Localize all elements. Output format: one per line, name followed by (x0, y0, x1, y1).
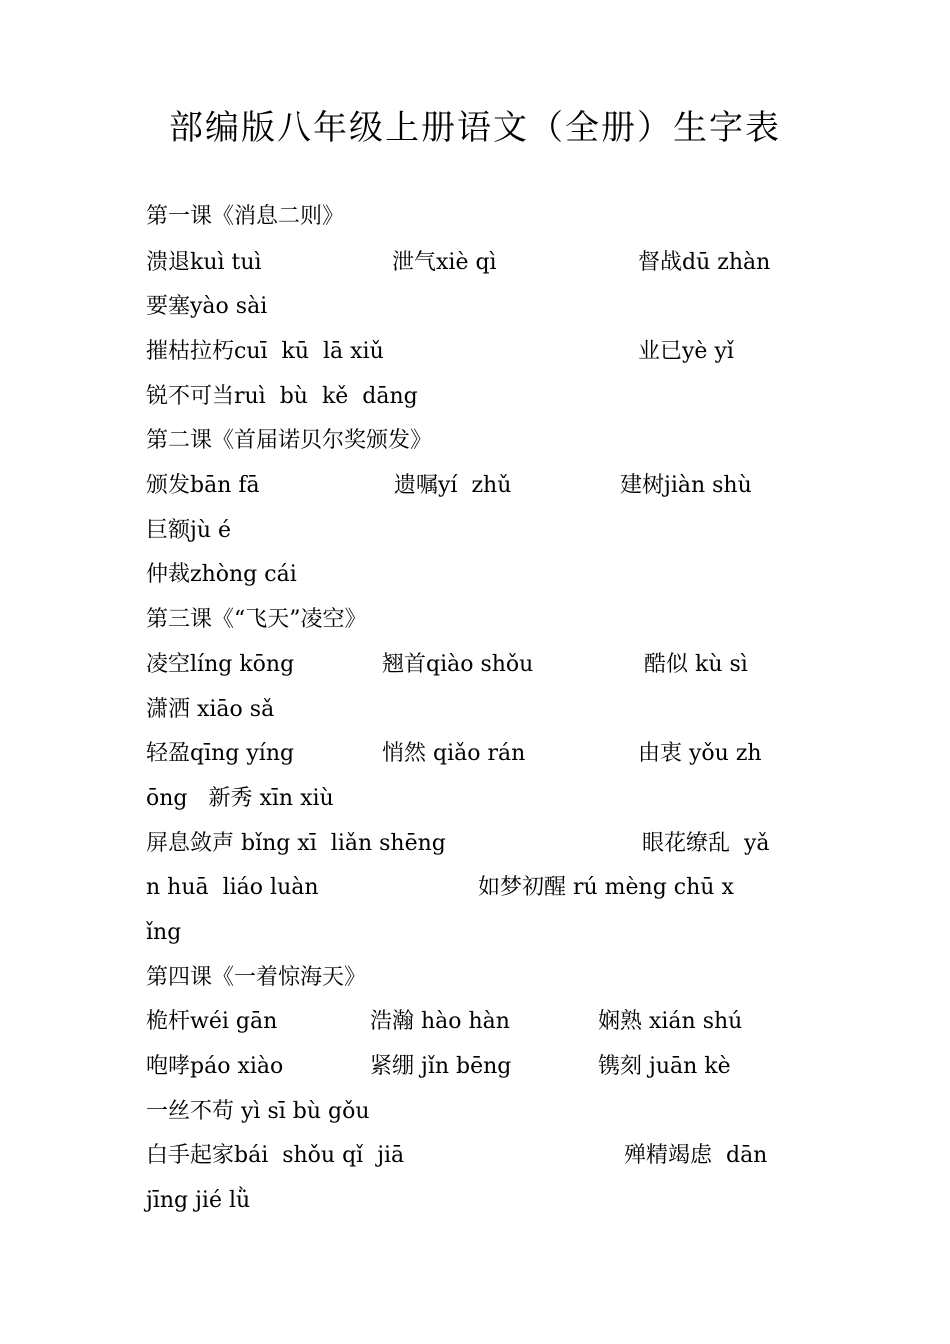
vocab-entry: 咆哮páo xiào (146, 1054, 284, 1079)
vocab-entry: 凌空líng kōng (146, 652, 295, 677)
vocab-entry: 巨额jù é (146, 518, 232, 543)
lesson-heading-3: 第三课《“飞天”凌空》 (146, 607, 367, 632)
vocab-entry: 桅杆wéi gān (146, 1009, 278, 1034)
vocab-entry: 酷似 kù sì (644, 652, 748, 677)
vocab-entry: 轻盈qīng yíng (146, 741, 295, 766)
vocab-entry: 眼花缭乱 yǎ (642, 831, 770, 856)
vocab-entry: 建树jiàn shù (620, 473, 752, 498)
vocab-entry: 业已yè yǐ (638, 339, 734, 364)
vocab-entry: 白手起家bái shǒu qǐ jiā (146, 1143, 405, 1168)
vocab-entry: 溃退kuì tuì (146, 250, 262, 275)
vocab-entry: ōng 新秀 xīn xiù (146, 786, 334, 811)
vocab-entry: 摧枯拉朽cuī kū lā xiǔ (146, 339, 384, 364)
lesson-heading-4: 第四课《一着惊海天》 (146, 965, 367, 990)
vocab-entry: 悄然 qiǎo rán (382, 741, 526, 766)
vocab-entry: 娴熟 xián shú (598, 1009, 743, 1034)
vocab-entry: 殚精竭虑 dān (624, 1143, 768, 1168)
vocab-entry: 浩瀚 hào hàn (370, 1009, 510, 1034)
vocab-entry: 由衷 yǒu zh (638, 741, 762, 766)
page-title: 部编版八年级上册语文（全册）生字表 (169, 108, 781, 148)
vocab-entry: 紧绷 jǐn bēng (370, 1054, 512, 1079)
vocab-entry: 督战dū zhàn (638, 250, 771, 275)
vocab-entry: 泄气xiè qì (392, 250, 497, 275)
vocab-entry: 颁发bān fā (146, 473, 260, 498)
vocab-entry: 仲裁zhòng cái (146, 562, 297, 587)
vocab-entry: 要塞yào sài (146, 294, 268, 319)
vocab-entry: 屏息敛声 bǐng xī liǎn shēng (146, 831, 446, 856)
vocab-entry: 一丝不苟 yì sī bù gǒu (146, 1099, 370, 1124)
vocab-entry: 潇洒 xiāo sǎ (146, 697, 275, 722)
lesson-heading-1: 第一课《消息二则》 (146, 204, 345, 229)
lesson-heading-2: 第二课《首届诺贝尔奖颁发》 (146, 428, 433, 453)
vocab-entry: 翘首qiào shǒu (382, 652, 534, 677)
vocab-entry: 锐不可当ruì bù kě dāng (146, 384, 418, 409)
vocab-entry: 遗嘱yí zhǔ (394, 473, 512, 498)
vocab-entry: ǐng (146, 920, 182, 945)
vocab-entry: jīng jié lǜ (146, 1188, 251, 1213)
vocab-entry: 镌刻 juān kè (598, 1054, 731, 1079)
vocab-entry: n huā liáo luàn (146, 875, 319, 900)
vocab-entry: 如梦初醒 rú mèng chū x (478, 875, 734, 900)
